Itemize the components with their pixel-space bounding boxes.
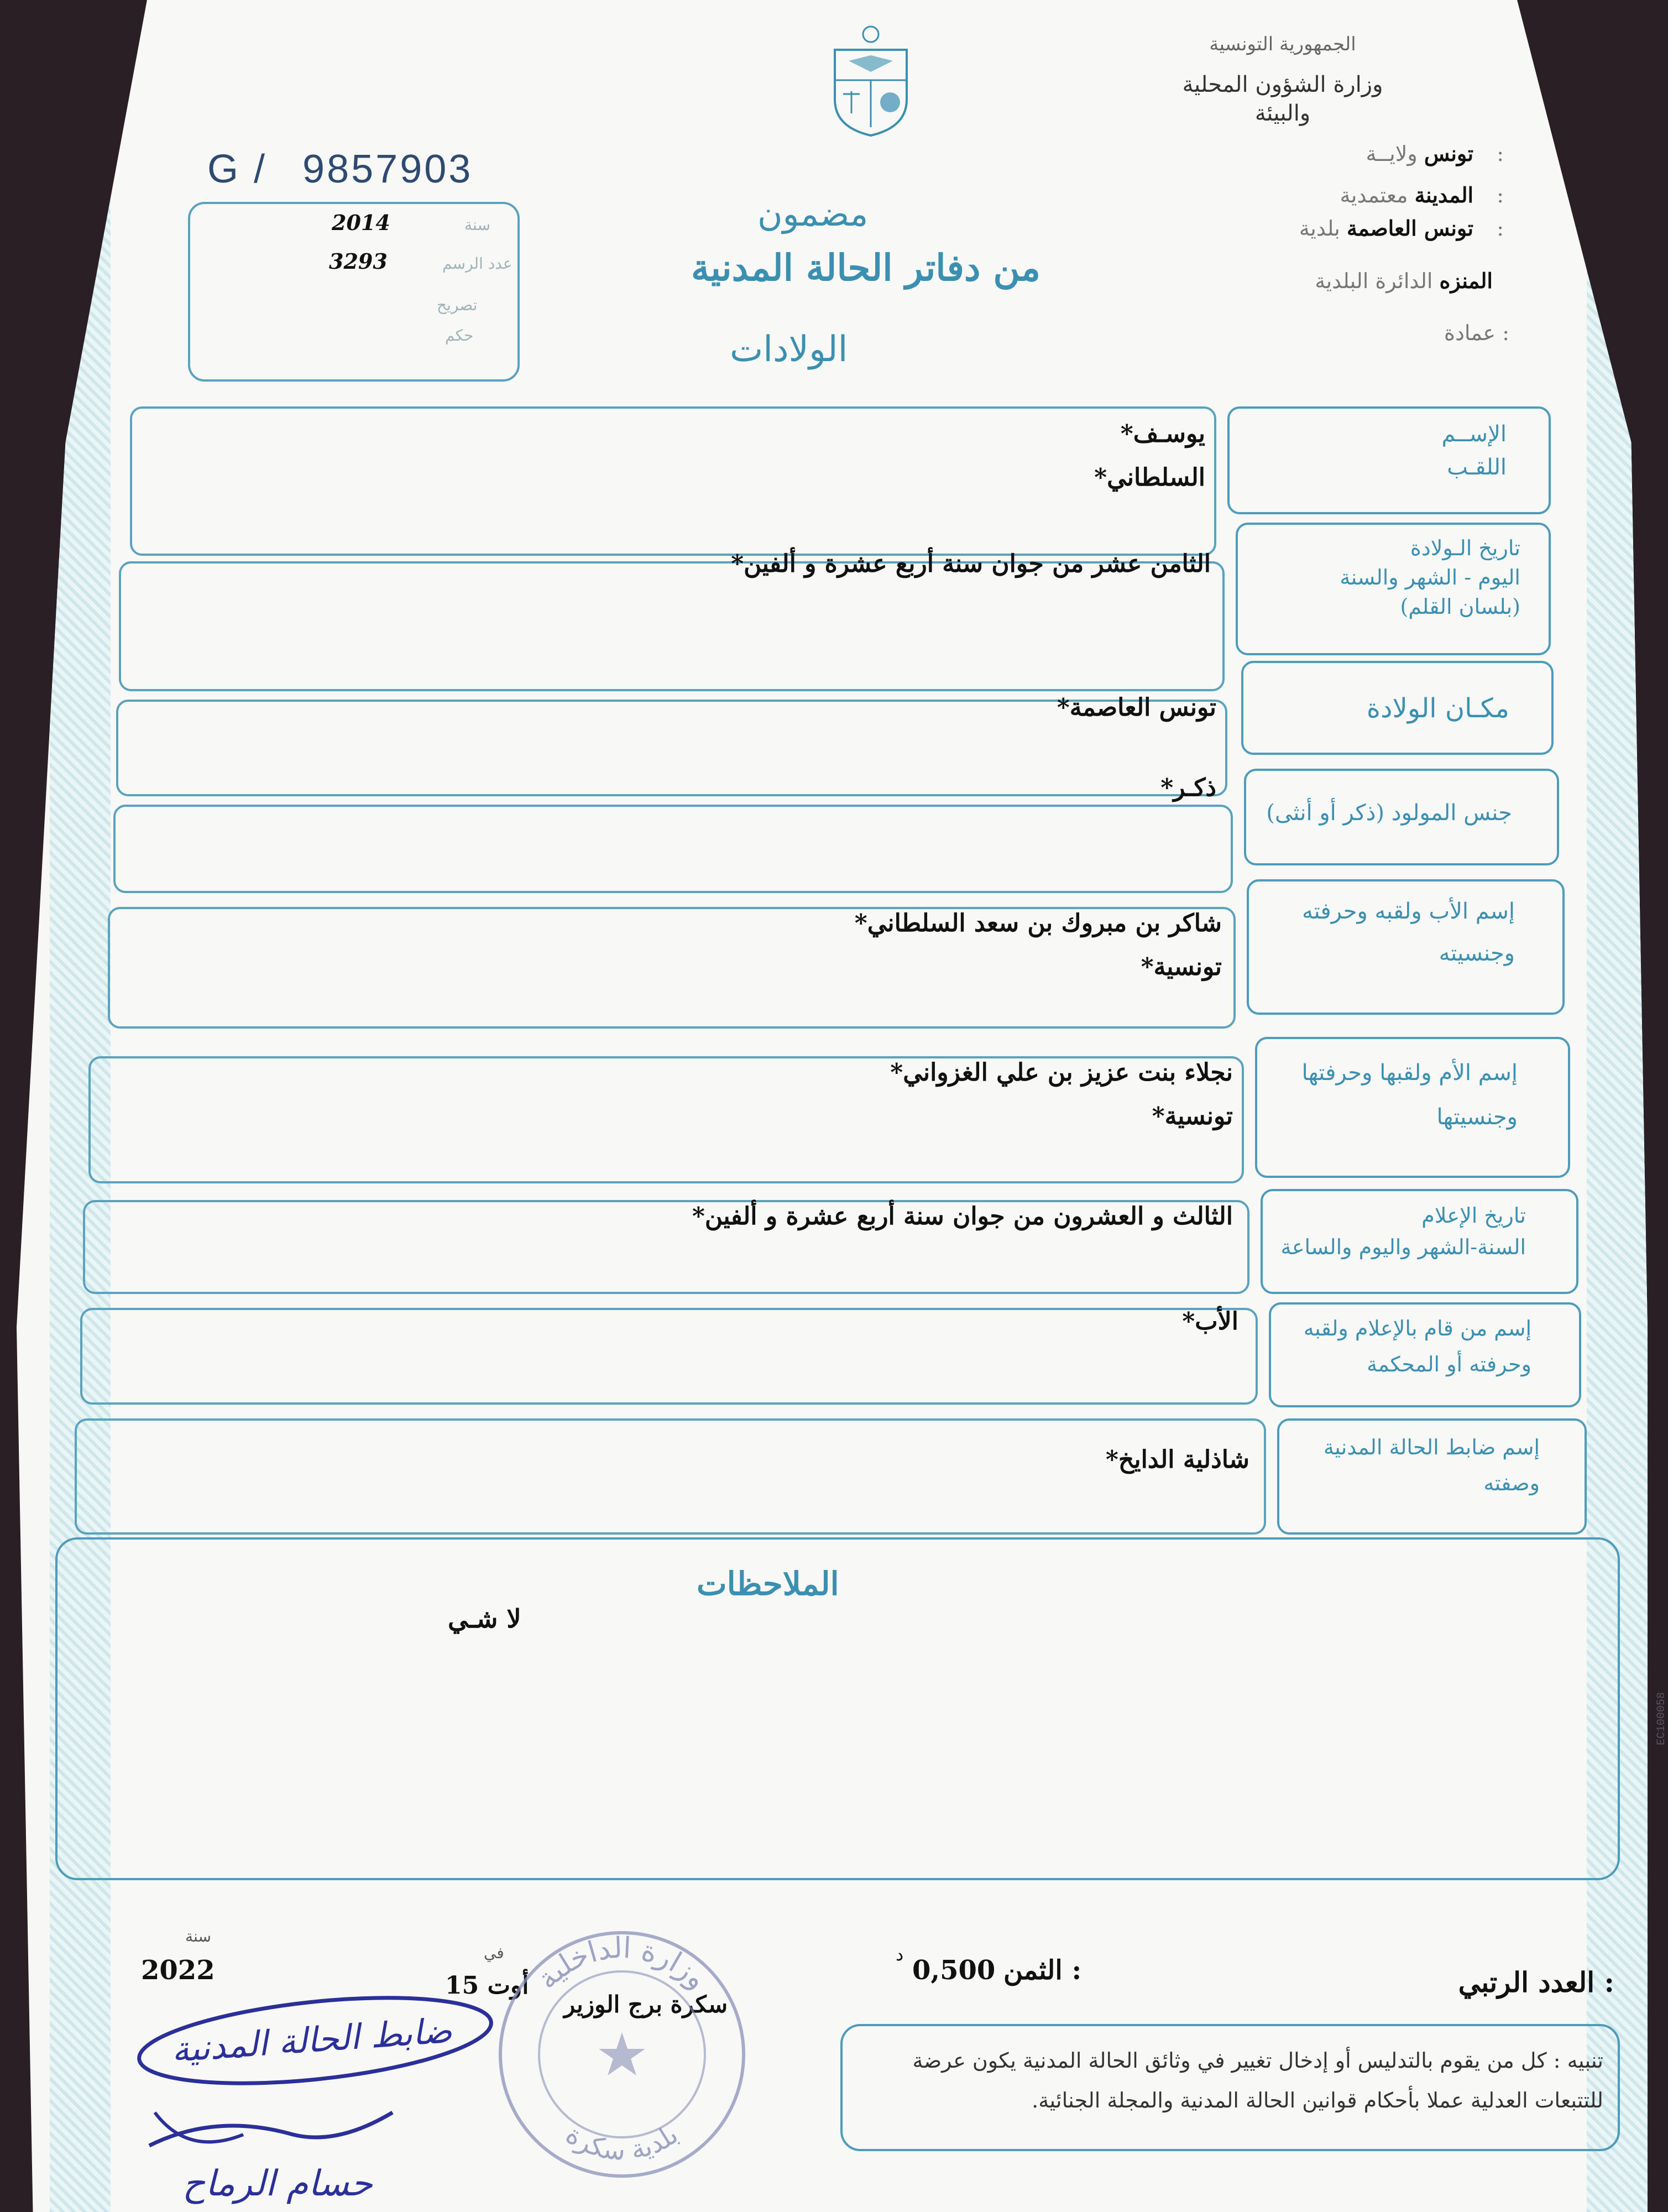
mootamadia-value: المدينة [1414,182,1474,207]
birth-date-value [731,542,1211,586]
father-value [855,901,1222,989]
registry-year-value: 2014 [332,210,390,235]
notes-title: الملاحظات [697,1565,839,1603]
mother-label-2: وجنسيتها [1436,1104,1518,1130]
stamp-top-text: وزارة الداخلية [530,1931,714,1996]
officer-label-1: إسم ضابط الحالة المدنية [1323,1435,1540,1459]
district-label: الدائرة البلدية [1315,269,1433,293]
declarant-value-box [80,1308,1258,1405]
edge-print-code: EC100058 [1655,1692,1668,1746]
signature-name: حسام الرماح [182,2163,373,2204]
issuer-header [1128,33,1437,126]
warning-text: تنبيه : كل من يقوم بالتدليس أو إدخال تغيير في وثائق الحالة المدنية يكون عرضة للتتبعات العدلية عملا بأحكام قوانين الحالة المدنية والمجلة الجنائية. [912,2048,1603,2113]
stamp-bottom-text: بلدية سكرة [560,2119,684,2167]
issue-place: سكرة برج الوزير [564,1991,728,2018]
wilaya-value: تونس [1424,141,1474,166]
issue-year-value: 2022 [141,1955,215,1986]
registry-declaration-label: تصريح [437,296,478,314]
extract-title: مضمون [757,194,869,234]
guilloche-border-right [1587,0,1648,2212]
births-title: الولادات [730,329,848,370]
official-stamp [492,1924,752,2184]
first-name-label: الإســم [1441,421,1507,447]
declarant-label-2: وحرفته أو المحكمة [1367,1352,1531,1376]
baladia-row [1299,216,1504,241]
birth-date-text: الثامن عشر من جوان سنة أربع عشرة و ألفين* [731,550,1211,578]
issue-in-label: في [484,1944,504,1962]
father-label-1: إسم الأب ولقبه وحرفته [1302,899,1515,924]
svg-text:بلدية سكرة [560,2119,684,2167]
declarant-label-1: إسم من قام بالإعلام ولقبه [1303,1316,1531,1340]
birth-place-value: تونس العاصمة* [1057,693,1216,722]
declaration-date-label-1: تاريخ الإعلام [1421,1203,1526,1228]
registry-record-label: عدد الرسم [442,254,513,273]
officer-label-2: وصفته [1483,1470,1540,1495]
baladia-label: بلدية : [1299,216,1504,241]
issue-day-month: 15 أوت [445,1971,529,2000]
mother-label [1302,1051,1518,1139]
price-unit: د [896,1944,904,1965]
district-row [1315,268,1509,293]
serial-prefix: G / [207,147,268,191]
father-label [1302,890,1515,974]
officer-signature [133,1980,520,2212]
serial-no-label: العدد الرتبي : [1458,1966,1614,1999]
surname-label: اللقـب [1447,455,1507,480]
mother-name-value: نجلاء بنت عزيز بن علي الغزواني* [890,1058,1233,1087]
wilaya-row [1366,141,1504,166]
svg-text:وزارة الداخلية [531,1932,713,1996]
declaration-date-label-2: السنة-الشهر واليوم والساعة [1280,1235,1526,1259]
sex-value: ذكـر* [1160,774,1216,802]
surname-value: السلطاني* [1094,463,1205,492]
declaration-date-value: الثالث و العشرون من جوان سنة أربع عشرة و ألفين* [692,1202,1233,1230]
registry-year-label: سنة [464,216,490,234]
serial-value: 9857903 [302,147,473,191]
father-nationality-value: تونسية* [1141,953,1222,982]
registry-judgment-label: حكم [445,326,474,345]
republic-name: الجمهورية التونسية [1209,33,1356,55]
declarant-label [1304,1311,1531,1382]
birth-date-label-3: (بلسان القلم) [1400,594,1520,619]
officer-value-box [75,1418,1266,1535]
mother-label-1: إسم الأم ولقبها وحرفتها [1301,1060,1518,1086]
district-value: المنزه [1439,268,1493,293]
ministry-name-2: والبيئة [1254,101,1311,126]
baladia-value: تونس العاصمة [1346,216,1474,241]
registers-title: من دفاتر الحالة المدنية [691,246,1040,289]
declarant-value: الأب* [1182,1307,1238,1335]
first-name-value: يوسـف* [1120,420,1205,448]
issue-year-label: سنة [185,1927,211,1945]
birth-place-label: مكـان الولادة [1366,693,1509,724]
omada-label: عمادة : [1444,321,1509,345]
ministry-name: وزارة الشؤون المحلية [1182,72,1383,97]
mootamadia-label: معتمدية : [1340,183,1504,207]
officer-value: شاذلية الدايخ* [1105,1446,1249,1474]
mootamadia-row [1340,182,1504,207]
price-value: 0,500 [912,1955,996,1986]
mother-value [890,1051,1233,1138]
wilaya-label: ولايــة : [1366,142,1504,166]
signature-title: ضابط الحالة المدنية [170,2010,453,2070]
serial-number [207,147,473,192]
name-value-box [130,406,1216,556]
notes-value: لا شـي [448,1604,521,1634]
father-name-value: شاكر بن مبروك بن سعد السلطاني* [854,909,1222,937]
name-value [1094,412,1205,499]
mother-nationality-value: تونسية* [1152,1102,1233,1131]
sex-label: جنس المولود (ذكر أو أنثى) [1266,800,1512,826]
omada-row [1444,321,1509,345]
birth-date-label-2: اليوم - الشهر والسنة [1340,565,1520,590]
registry-record-value: 3293 [329,249,388,274]
declaration-date-label [1280,1200,1526,1263]
birth-date-label-1: تاريخ الـولادة [1410,536,1520,560]
tunisia-emblem-icon [824,22,918,138]
officer-label [1324,1430,1540,1501]
sex-value-box [113,805,1233,893]
name-label [1442,418,1507,484]
birth-date-label [1340,534,1520,622]
father-label-2: وجنسيته [1439,941,1515,966]
price-label: الثمن : [1003,1955,1082,1986]
